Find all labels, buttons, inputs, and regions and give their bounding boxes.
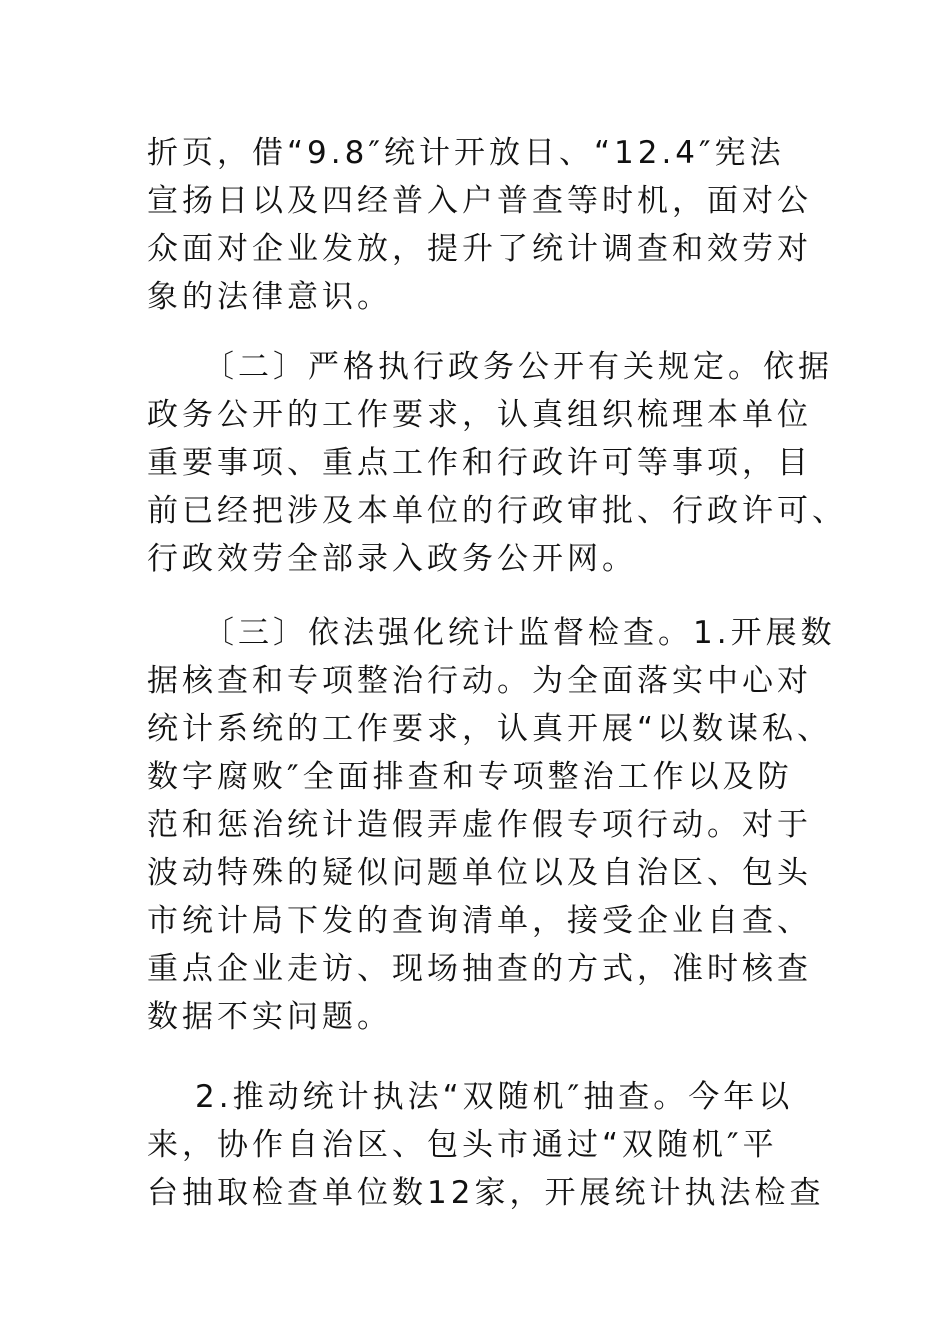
- text-line: 据核查和专项整治行动。为全面落实中心对: [147, 663, 812, 699]
- paragraph-4: [147, 1073, 824, 1217]
- text-line: 象的法律意识。: [147, 279, 392, 315]
- text-line: 政务公开的工作要求，认真组织梳理本单位: [147, 397, 812, 433]
- text-line: 〔二〕严格执行政务公开有关规定。依据: [203, 349, 833, 385]
- text-line: 数据不实问题。: [147, 999, 392, 1035]
- text-line: 市统计局下发的查询清单，接受企业自查、: [147, 903, 812, 939]
- paragraph-3: [147, 609, 836, 1041]
- text-line: 〔三〕依法强化统计监督检查。1.开展数: [203, 615, 836, 651]
- paragraph-2: [147, 343, 847, 583]
- text-line: 重要事项、重点工作和行政许可等事项，目: [147, 445, 812, 481]
- text-line: 数字腐败″全面排查和专项整治工作以及防: [147, 759, 793, 795]
- text-line: 2.推动统计执法“双随机″抽查。今年以: [195, 1079, 794, 1115]
- text-line: 统计系统的工作要求，认真开展“以数谋私、: [147, 711, 833, 747]
- text-line: 波动特殊的疑似问题单位以及自治区、包头: [147, 855, 812, 891]
- text-line: 前已经把涉及本单位的行政审批、行政许可、: [147, 493, 847, 529]
- text-line: 范和惩治统计造假弄虚作假专项行动。对于: [147, 807, 812, 843]
- text-line: 行政效劳全部录入政务公开网。: [147, 541, 637, 577]
- text-line: 宣扬日以及四经普入户普查等时机，面对公: [147, 183, 812, 219]
- paragraph-1: [147, 129, 812, 321]
- text-line: 台抽取检查单位数12家，开展统计执法检查: [147, 1175, 825, 1211]
- text-line: 重点企业走访、现场抽查的方式，准时核查: [147, 951, 812, 987]
- text-line: 折页，借“9.8″统计开放日、“12.4″宪法: [147, 135, 785, 171]
- text-line: 众面对企业发放，提升了统计调查和效劳对: [147, 231, 812, 267]
- text-line: 来，协作自治区、包头市通过“双随机″平: [147, 1127, 778, 1163]
